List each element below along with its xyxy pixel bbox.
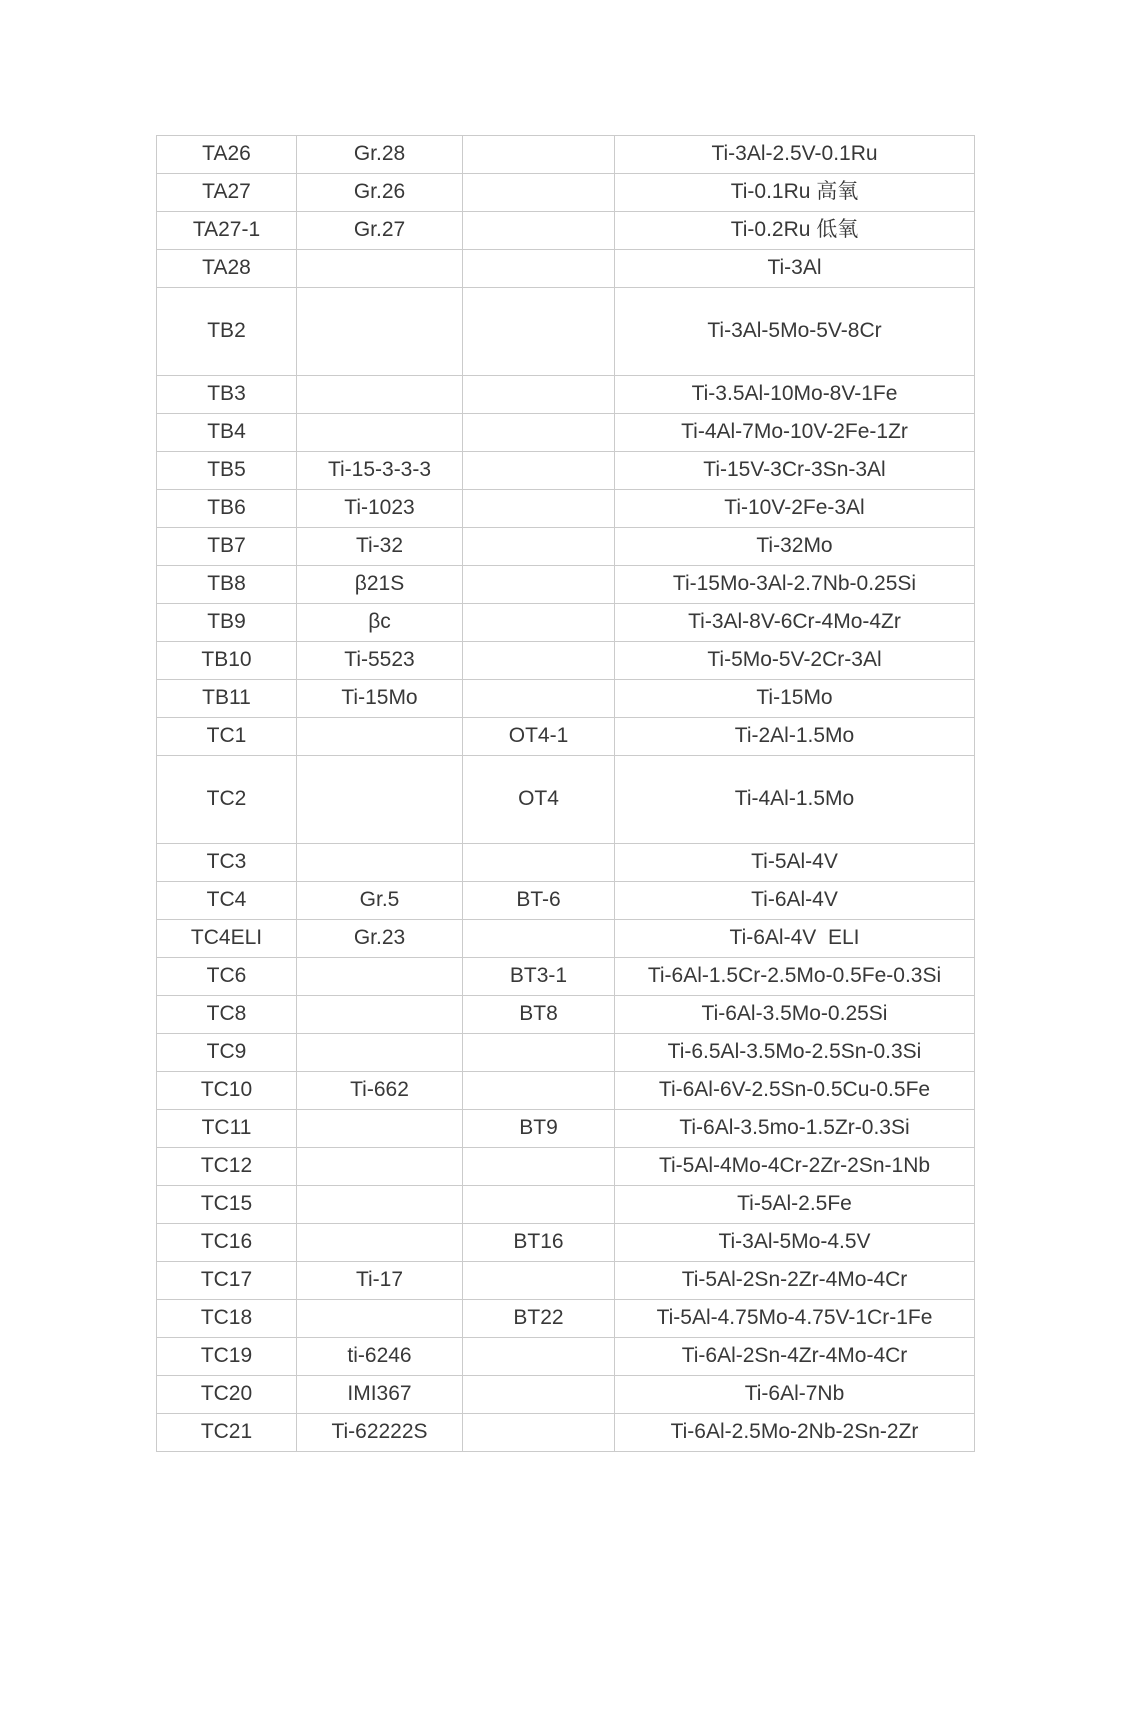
cell-composition: Ti-6Al-2.5Mo-2Nb-2Sn-2Zr xyxy=(615,1414,975,1452)
table-row xyxy=(157,958,975,996)
table-row xyxy=(157,996,975,1034)
cell-russian-designation xyxy=(463,414,615,452)
cell-trade-designation: ti-6246 xyxy=(297,1338,463,1376)
cell-grade: TA28 xyxy=(157,250,297,288)
table-row xyxy=(157,212,975,250)
cell-composition: Ti-32Mo xyxy=(615,528,975,566)
cell-russian-designation xyxy=(463,1148,615,1186)
table-row xyxy=(157,414,975,452)
cell-grade: TC11 xyxy=(157,1110,297,1148)
table-row xyxy=(157,528,975,566)
cell-trade-designation: Gr.23 xyxy=(297,920,463,958)
table-row xyxy=(157,174,975,212)
document-page xyxy=(0,135,1131,1735)
cell-trade-designation xyxy=(297,1224,463,1262)
cell-trade-designation: Gr.27 xyxy=(297,212,463,250)
cell-grade: TB6 xyxy=(157,490,297,528)
cell-russian-designation xyxy=(463,376,615,414)
cell-composition: Ti-6Al-3.5mo-1.5Zr-0.3Si xyxy=(615,1110,975,1148)
cell-grade: TB3 xyxy=(157,376,297,414)
cell-russian-designation xyxy=(463,680,615,718)
cell-trade-designation xyxy=(297,288,463,376)
cell-trade-designation: Ti-662 xyxy=(297,1072,463,1110)
table-row xyxy=(157,1338,975,1376)
cell-grade: TC17 xyxy=(157,1262,297,1300)
cell-russian-designation xyxy=(463,1338,615,1376)
cell-composition: Ti-6Al-7Nb xyxy=(615,1376,975,1414)
cell-composition: Ti-6.5Al-3.5Mo-2.5Sn-0.3Si xyxy=(615,1034,975,1072)
table-row xyxy=(157,756,975,844)
cell-trade-designation: Ti-5523 xyxy=(297,642,463,680)
table-row xyxy=(157,1300,975,1338)
cell-russian-designation xyxy=(463,604,615,642)
cell-composition: Ti-3Al-5Mo-4.5V xyxy=(615,1224,975,1262)
cell-russian-designation xyxy=(463,490,615,528)
cell-trade-designation xyxy=(297,958,463,996)
cell-trade-designation xyxy=(297,250,463,288)
cell-composition: Ti-4Al-1.5Mo xyxy=(615,756,975,844)
cell-russian-designation: BT9 xyxy=(463,1110,615,1148)
cell-russian-designation xyxy=(463,136,615,174)
cell-grade: TC9 xyxy=(157,1034,297,1072)
table-row xyxy=(157,642,975,680)
cell-russian-designation xyxy=(463,1072,615,1110)
cell-russian-designation xyxy=(463,920,615,958)
cell-grade: TC16 xyxy=(157,1224,297,1262)
cell-trade-designation xyxy=(297,756,463,844)
table-row xyxy=(157,844,975,882)
cell-grade: TC3 xyxy=(157,844,297,882)
cell-composition: Ti-6Al-3.5Mo-0.25Si xyxy=(615,996,975,1034)
table-row xyxy=(157,452,975,490)
cell-russian-designation xyxy=(463,212,615,250)
cell-russian-designation: BT22 xyxy=(463,1300,615,1338)
cell-grade: TA27-1 xyxy=(157,212,297,250)
cell-grade: TC12 xyxy=(157,1148,297,1186)
cell-composition: Ti-0.2Ru 低氧 xyxy=(615,212,975,250)
cell-grade: TB4 xyxy=(157,414,297,452)
table-row xyxy=(157,136,975,174)
cell-composition: Ti-3Al xyxy=(615,250,975,288)
cell-composition: Ti-6Al-4V xyxy=(615,882,975,920)
cell-composition: Ti-5Al-4Mo-4Cr-2Zr-2Sn-1Nb xyxy=(615,1148,975,1186)
cell-grade: TA26 xyxy=(157,136,297,174)
cell-grade: TB11 xyxy=(157,680,297,718)
cell-trade-designation: Ti-1023 xyxy=(297,490,463,528)
cell-grade: TC20 xyxy=(157,1376,297,1414)
cell-composition: Ti-10V-2Fe-3Al xyxy=(615,490,975,528)
cell-grade: TC6 xyxy=(157,958,297,996)
cell-trade-designation xyxy=(297,376,463,414)
cell-russian-designation xyxy=(463,1376,615,1414)
cell-russian-designation xyxy=(463,1262,615,1300)
cell-composition: Ti-0.1Ru 高氧 xyxy=(615,174,975,212)
cell-trade-designation: Ti-62222S xyxy=(297,1414,463,1452)
cell-grade: TC4ELI xyxy=(157,920,297,958)
cell-trade-designation xyxy=(297,414,463,452)
table-row xyxy=(157,680,975,718)
table-row xyxy=(157,1186,975,1224)
table-row xyxy=(157,1224,975,1262)
cell-russian-designation xyxy=(463,250,615,288)
cell-grade: TC15 xyxy=(157,1186,297,1224)
cell-composition: Ti-5Al-4V xyxy=(615,844,975,882)
table-row xyxy=(157,1262,975,1300)
cell-grade: TB8 xyxy=(157,566,297,604)
table-row xyxy=(157,882,975,920)
cell-grade: TC1 xyxy=(157,718,297,756)
table-row xyxy=(157,1376,975,1414)
table-row xyxy=(157,1148,975,1186)
cell-russian-designation xyxy=(463,174,615,212)
table-row xyxy=(157,718,975,756)
table-row xyxy=(157,1414,975,1452)
cell-russian-designation: BT8 xyxy=(463,996,615,1034)
cell-composition: Ti-6Al-2Sn-4Zr-4Mo-4Cr xyxy=(615,1338,975,1376)
cell-trade-designation xyxy=(297,1148,463,1186)
cell-grade: TC19 xyxy=(157,1338,297,1376)
cell-trade-designation: Gr.26 xyxy=(297,174,463,212)
table-row xyxy=(157,604,975,642)
cell-russian-designation: BT3-1 xyxy=(463,958,615,996)
cell-trade-designation: β21S xyxy=(297,566,463,604)
table-row xyxy=(157,920,975,958)
cell-trade-designation xyxy=(297,996,463,1034)
cell-composition: Ti-6Al-4V ELI xyxy=(615,920,975,958)
cell-composition: Ti-5Al-2.5Fe xyxy=(615,1186,975,1224)
cell-russian-designation xyxy=(463,288,615,376)
cell-trade-designation: Gr.28 xyxy=(297,136,463,174)
cell-russian-designation xyxy=(463,1034,615,1072)
cell-composition: Ti-15Mo xyxy=(615,680,975,718)
table-row xyxy=(157,1034,975,1072)
cell-composition: Ti-15Mo-3Al-2.7Nb-0.25Si xyxy=(615,566,975,604)
cell-grade: TB7 xyxy=(157,528,297,566)
cell-grade: TB5 xyxy=(157,452,297,490)
cell-trade-designation: βc xyxy=(297,604,463,642)
cell-grade: TB9 xyxy=(157,604,297,642)
cell-russian-designation xyxy=(463,452,615,490)
cell-trade-designation: Ti-32 xyxy=(297,528,463,566)
cell-grade: TC10 xyxy=(157,1072,297,1110)
cell-grade: TC21 xyxy=(157,1414,297,1452)
table-row xyxy=(157,288,975,376)
cell-grade: TC4 xyxy=(157,882,297,920)
cell-grade: TB2 xyxy=(157,288,297,376)
cell-russian-designation xyxy=(463,1186,615,1224)
cell-composition: Ti-15V-3Cr-3Sn-3Al xyxy=(615,452,975,490)
cell-russian-designation xyxy=(463,528,615,566)
cell-composition: Ti-5Al-4.75Mo-4.75V-1Cr-1Fe xyxy=(615,1300,975,1338)
table-row xyxy=(157,566,975,604)
cell-trade-designation: IMI367 xyxy=(297,1376,463,1414)
table-row xyxy=(157,490,975,528)
grade-table-body xyxy=(157,136,975,1452)
table-row xyxy=(157,1110,975,1148)
cell-grade: TC8 xyxy=(157,996,297,1034)
cell-russian-designation: BT-6 xyxy=(463,882,615,920)
cell-russian-designation: OT4-1 xyxy=(463,718,615,756)
cell-russian-designation xyxy=(463,1414,615,1452)
cell-grade: TB10 xyxy=(157,642,297,680)
cell-trade-designation xyxy=(297,844,463,882)
cell-composition: Ti-4Al-7Mo-10V-2Fe-1Zr xyxy=(615,414,975,452)
cell-composition: Ti-3Al-8V-6Cr-4Mo-4Zr xyxy=(615,604,975,642)
cell-composition: Ti-3.5Al-10Mo-8V-1Fe xyxy=(615,376,975,414)
cell-grade: TC2 xyxy=(157,756,297,844)
cell-composition: Ti-6Al-1.5Cr-2.5Mo-0.5Fe-0.3Si xyxy=(615,958,975,996)
cell-composition: Ti-6Al-6V-2.5Sn-0.5Cu-0.5Fe xyxy=(615,1072,975,1110)
cell-russian-designation xyxy=(463,566,615,604)
cell-grade: TC18 xyxy=(157,1300,297,1338)
cell-composition: Ti-3Al-2.5V-0.1Ru xyxy=(615,136,975,174)
cell-trade-designation xyxy=(297,718,463,756)
titanium-grade-table xyxy=(156,135,975,1452)
table-row xyxy=(157,250,975,288)
cell-trade-designation: Gr.5 xyxy=(297,882,463,920)
cell-grade: TA27 xyxy=(157,174,297,212)
table-row xyxy=(157,376,975,414)
cell-trade-designation xyxy=(297,1186,463,1224)
cell-russian-designation: OT4 xyxy=(463,756,615,844)
cell-composition: Ti-5Al-2Sn-2Zr-4Mo-4Cr xyxy=(615,1262,975,1300)
cell-trade-designation xyxy=(297,1110,463,1148)
cell-trade-designation: Ti-17 xyxy=(297,1262,463,1300)
cell-russian-designation: BT16 xyxy=(463,1224,615,1262)
cell-trade-designation xyxy=(297,1300,463,1338)
cell-trade-designation: Ti-15Mo xyxy=(297,680,463,718)
cell-composition: Ti-5Mo-5V-2Cr-3Al xyxy=(615,642,975,680)
cell-trade-designation: Ti-15-3-3-3 xyxy=(297,452,463,490)
cell-composition: Ti-3Al-5Mo-5V-8Cr xyxy=(615,288,975,376)
cell-composition: Ti-2Al-1.5Mo xyxy=(615,718,975,756)
cell-russian-designation xyxy=(463,844,615,882)
cell-trade-designation xyxy=(297,1034,463,1072)
table-row xyxy=(157,1072,975,1110)
cell-russian-designation xyxy=(463,642,615,680)
